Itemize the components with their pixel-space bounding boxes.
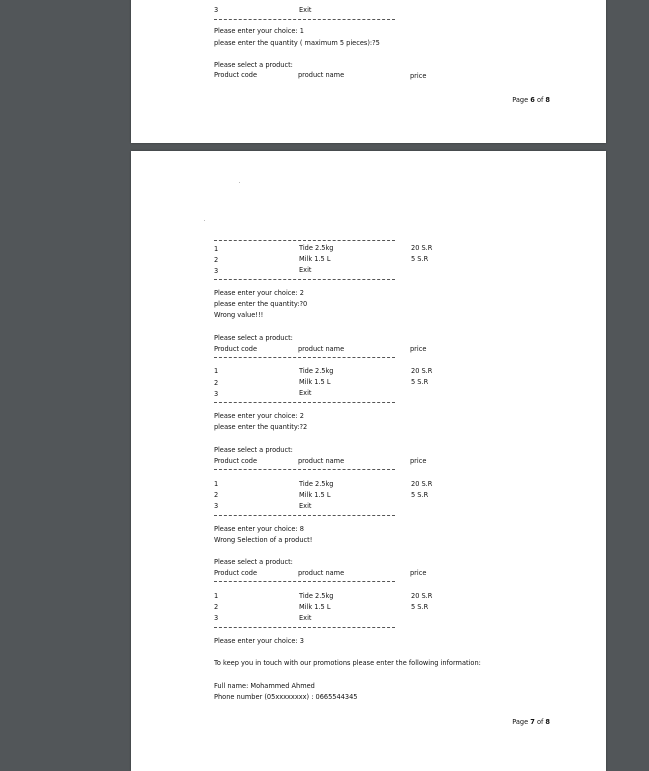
separator-line [214, 279, 395, 280]
header-product-name: product name [298, 569, 345, 577]
separator-line [214, 402, 395, 403]
choice-line: Please enter your choice: 2 [214, 412, 304, 420]
menu-code: 3 [214, 390, 219, 398]
choice-line: Please enter your choice: 3 [214, 637, 304, 645]
header-product-name: product name [298, 71, 345, 79]
menu-name: Tide 2.5kg [299, 592, 334, 600]
header-price: price [410, 569, 427, 577]
header-product-code: Product code [214, 71, 258, 79]
header-product-code: Product code [214, 569, 258, 577]
select-product-line: Please select a product: [214, 558, 293, 566]
quantity-line: please enter the quantity ( maximum 5 pieces):?5 [214, 39, 380, 47]
separator-line [214, 581, 395, 582]
scan-speck [204, 220, 205, 221]
error-message: Wrong value!!! [214, 311, 264, 319]
separator-line [214, 240, 395, 241]
menu-price: 20 S.R [411, 244, 433, 252]
menu-price: 20 S.R [411, 592, 433, 600]
separator-line [214, 357, 395, 358]
menu-code: 2 [214, 491, 219, 499]
menu-name: Tide 2.5kg [299, 244, 334, 252]
menu-code: 2 [214, 256, 219, 264]
menu-price: 5 S.R [411, 491, 429, 499]
separator-line [214, 627, 395, 628]
quantity-line: please enter the quantity:?2 [214, 423, 308, 431]
header-price: price [410, 457, 427, 465]
phone-number-line: Phone number (05xxxxxxxx) : 0665544345 [214, 693, 358, 701]
menu-code: 3 [214, 6, 219, 14]
menu-code: 2 [214, 379, 219, 387]
pdf-page-6 [131, 0, 606, 143]
menu-code: 3 [214, 267, 219, 275]
page-number: Page 6 of 8 [512, 96, 550, 104]
choice-line: Please enter your choice: 1 [214, 27, 304, 35]
header-product-name: product name [298, 457, 345, 465]
menu-name: Tide 2.5kg [299, 367, 334, 375]
header-product-name: product name [298, 345, 345, 353]
menu-name: Tide 2.5kg [299, 480, 334, 488]
menu-code: 1 [214, 245, 219, 253]
page-number: Page 7 of 8 [512, 718, 550, 726]
menu-code: 2 [214, 603, 219, 611]
choice-line: Please enter your choice: 8 [214, 525, 304, 533]
quantity-line: please enter the quantity:?0 [214, 300, 308, 308]
header-product-code: Product code [214, 345, 258, 353]
select-product-line: Please select a product: [214, 334, 293, 342]
menu-name: Exit [299, 6, 312, 14]
menu-price: 5 S.R [411, 378, 429, 386]
menu-name: Milk 1.5 L [299, 255, 331, 263]
menu-code: 3 [214, 502, 219, 510]
menu-price: 5 S.R [411, 603, 429, 611]
scan-speck [239, 182, 240, 183]
error-message: Wrong Selection of a product! [214, 536, 313, 544]
menu-name: Exit [299, 389, 312, 397]
menu-code: 1 [214, 592, 219, 600]
menu-price: 5 S.R [411, 255, 429, 263]
header-price: price [410, 72, 427, 80]
separator-line [214, 515, 395, 516]
menu-name: Milk 1.5 L [299, 603, 331, 611]
separator-line [214, 19, 395, 20]
separator-line [214, 469, 395, 470]
menu-code: 1 [214, 480, 219, 488]
full-name-line: Full name: Mohammed Ahmed [214, 682, 315, 690]
menu-name: Exit [299, 614, 312, 622]
header-product-code: Product code [214, 457, 258, 465]
menu-code: 1 [214, 367, 219, 375]
select-product-line: Please select a product: [214, 61, 293, 69]
menu-code: 3 [214, 614, 219, 622]
menu-name: Milk 1.5 L [299, 491, 331, 499]
choice-line: Please enter your choice: 2 [214, 289, 304, 297]
promo-text: To keep you in touch with our promotions please enter the following information: [214, 659, 481, 667]
menu-name: Exit [299, 502, 312, 510]
menu-name: Exit [299, 266, 312, 274]
select-product-line: Please select a product: [214, 446, 293, 454]
header-price: price [410, 345, 427, 353]
menu-name: Milk 1.5 L [299, 378, 331, 386]
pdf-page-7 [131, 151, 606, 771]
menu-price: 20 S.R [411, 480, 433, 488]
menu-price: 20 S.R [411, 367, 433, 375]
